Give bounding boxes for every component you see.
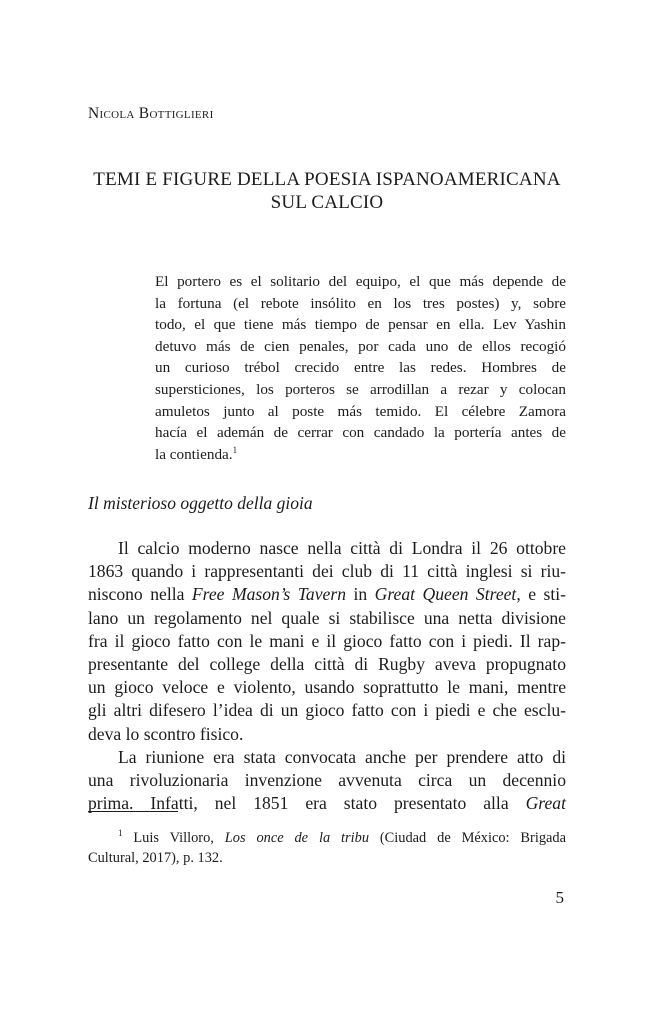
author-first-rest: icola [99, 105, 135, 122]
chapter-title [88, 168, 566, 214]
italic-place-name: Free Mason’s Tavern [191, 584, 346, 605]
epigraph-line [155, 444, 566, 466]
italic-street-name: Great Queen Street [374, 584, 517, 605]
chapter-title-line-1: TEMI E FIGURE DELLA POESIA ISPANOAMERICANA [93, 169, 561, 190]
footnote-line: Cultural, 2017), p. 132. [88, 850, 223, 866]
author-name [88, 105, 214, 123]
body-text-run: , e sti- [516, 584, 566, 605]
body-line: gli altri difesero l’idea di un gioco fatto con i piedi e che esclu- [88, 700, 566, 721]
body-text-run: prima. Infatti, nel 1851 era stato presentato alla [88, 793, 526, 814]
footnote-line [88, 828, 566, 848]
body-text-run: in [346, 584, 375, 605]
body-line: 1863 quando i rappresentanti dei club di 11 città inglesi si riu- [88, 561, 566, 582]
author-first-initial: N [88, 105, 100, 122]
epigraph-line: todo, el que tiene más tiempo de pensar en ella. Lev Yashin [155, 316, 566, 334]
epigraph-line: detuvo más de cien penales, por cada uno de ellos recogió [155, 337, 566, 355]
footnote-number: 1 [118, 828, 123, 838]
epigraph-last-line-text: la contienda. [155, 445, 233, 463]
epigraph-line: amuletos junto al poste más temido. El célebre Zamora [155, 402, 566, 420]
epigraph-quote [155, 271, 566, 465]
epigraph-line: El portero es el solitario del equipo, el que más depende de [155, 273, 566, 290]
footnote-divider [88, 811, 178, 812]
footnote-reference-mark[interactable]: 1 [232, 444, 238, 455]
footnote-work-title: Los once de la tribu [224, 830, 370, 846]
author-last-initial: B [138, 105, 150, 122]
section-heading: Il misterioso oggetto della gioia [88, 493, 313, 513]
epigraph-line: supersticiones, los porteros se arrodillan a rezar y colocan [155, 380, 566, 398]
author-last-rest: ottiglieri [149, 105, 214, 122]
footnote-citation: (Ciudad de México: Brigada [369, 830, 566, 846]
body-line: lano un regolamento nel quale si stabilisce una netta divisione [88, 607, 566, 628]
body-line: una rivoluzionaria invenzione avvenuta circa un decennio [88, 770, 566, 791]
epigraph-line: un curioso trébol crecido entre las redes. Hombres de [155, 359, 566, 377]
body-line [88, 583, 566, 606]
body-line: presentante del college della città di Rugby aveva propugnato [88, 654, 566, 675]
page-number: 5 [555, 888, 564, 907]
body-line: La riunione era stata convocata anche per prendere atto di [118, 746, 566, 767]
body-text [88, 537, 566, 815]
body-line: Il calcio moderno nasce nella città di Londra il 26 ottobre [118, 538, 566, 558]
epigraph-line: la fortuna (el rebote insólito en los tres postes) y, sobre [155, 294, 566, 312]
body-line: deva lo scontro fisico. [88, 723, 244, 744]
italic-word: Great [525, 793, 566, 814]
body-line: un gioco veloce e violento, usando soprattutto le mani, mentre [88, 677, 566, 698]
body-line: fra il gioco fatto con le mani e il gioco fatto con i piedi. Il rap- [88, 630, 566, 651]
body-text-run: niscono nella [88, 584, 192, 605]
footnote [88, 828, 566, 868]
footnote-author: Luis Villoro, [122, 830, 225, 846]
epigraph-line: hacía el ademán de cerrar con candado la portería antes de [155, 424, 566, 442]
chapter-title-line-2: SUL CALCIO [270, 192, 384, 213]
